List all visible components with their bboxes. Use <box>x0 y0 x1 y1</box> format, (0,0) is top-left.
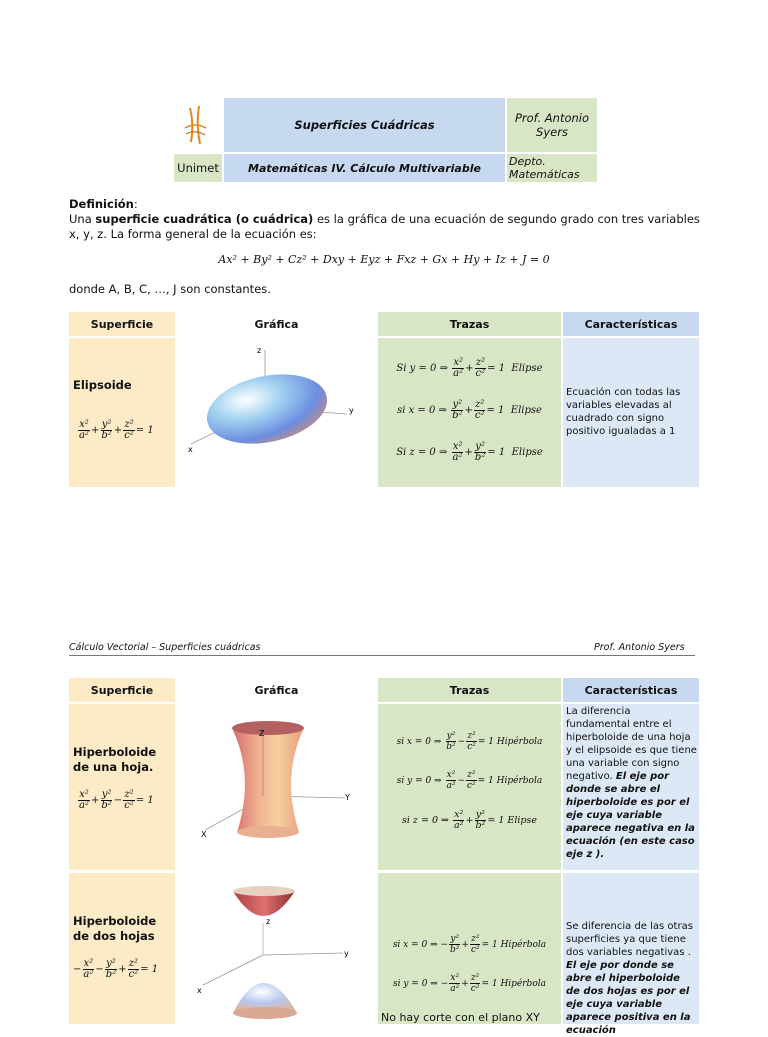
hyperboloid-one-surface-cell <box>69 704 175 870</box>
ellipsoid-name: Elipsoide <box>73 378 132 392</box>
ellipsoid-characteristics-cell <box>563 338 699 487</box>
ellipsoid-characteristics: Ecuación con todas las variables elevadas al cuadrado con signo positivo igualadas a 1 <box>566 387 681 437</box>
hyperboloid-one-trace-y: si y = 0 ⇒ $\frac{\text{x²}}{\text{a²}}$ − $\frac{\text{z²}}{\text{c²}}$ = 1 Hipérbola <box>396 770 543 791</box>
hyperboloid-two-trace-y: si y = 0 ⇒ − $\frac{\text{x²}}{\text{a²}}$ + $\frac{\text{z²}}{\text{c²}}$ = 1 Hipérbola <box>393 973 546 994</box>
hyperboloid-two-graph <box>177 873 376 1024</box>
footer-divider <box>69 655 695 656</box>
hyperboloid-one-traces-cell <box>378 704 561 870</box>
hyperboloid-two-trace-x: si x = 0 ⇒ − $\frac{\text{y²}}{\text{b²}}$ + $\frac{\text{z²}}{\text{c²}}$ = 1 Hipérbola <box>392 934 547 955</box>
ellipsoid-axis-z: z <box>257 346 262 355</box>
hyperboloid-two-traces-cell <box>378 873 561 1024</box>
hyperboloid-one-axis-x: X <box>201 830 207 839</box>
department-name: Depto. Matemáticas <box>507 154 597 182</box>
ellipsoid-axis-y: y <box>349 406 354 415</box>
hyperboloid-two-name: Hiperboloide de dos hojas <box>73 914 157 943</box>
header-traces-2: Trazas <box>378 678 561 702</box>
definition-text-1: Una <box>69 212 96 226</box>
header-graph: Gráfica <box>254 317 299 331</box>
general-equation: Ax² + By² + Cz² + Dxy + Eyz + Fxz + Gx + Hy + Iz + J = 0 <box>218 253 550 266</box>
definition-text-2: es la gráfica de una ecuación de segundo grado con tres variables x, y, z. La forma general de la ecuación es: <box>69 212 700 241</box>
document-title: Superficies Cuádricas <box>224 98 505 152</box>
footer-professor: Prof. Antonio Syers <box>594 642 685 653</box>
ellipsoid-graph <box>177 338 376 487</box>
hyperboloid-two-axis-z: z <box>266 917 271 926</box>
hyperboloid-one-name: Hiperboloide de una hoja. <box>73 745 157 774</box>
definition-term: superficie cuadrática (o cuádrica) <box>95 212 314 226</box>
header-characteristics-2: Características <box>563 678 699 702</box>
header-characteristics: Características <box>563 312 699 336</box>
ellipsoid-trace-z: Si z = 0 ⇒ $\frac{\text{x²}}{\text{a²}}$ + $\frac{\text{y²}}{\text{b²}}$ = 1 Elipse <box>396 441 543 463</box>
definition-label: Definición <box>69 197 134 211</box>
hyperboloid-one-equation: $\frac{\text{x²}}{\text{a²}}$ + $\frac{\text{y²}}{\text{b²}}$ − $\frac{\text{z²}}{\text{c²}}$ = 1 <box>79 789 154 811</box>
hyperboloid-one-characteristics-cell <box>563 704 699 870</box>
hyperboloid-one-axis-y: Y <box>345 793 350 802</box>
university-name: Unimet <box>174 154 222 182</box>
ellipsoid-surface-cell <box>69 338 175 487</box>
footer-course: Cálculo Vectorial – Superficies cuádricas <box>69 642 261 653</box>
hyperboloid-two-characteristics-cell <box>563 873 699 1036</box>
header-surface: Superficie <box>69 312 175 336</box>
hyperboloid-one-graph <box>177 704 376 870</box>
ellipsoid-traces-cell <box>378 338 561 487</box>
hyperboloid-one-axis-z: Z <box>259 729 265 738</box>
constants-note: donde A, B, C, …, J son constantes. <box>69 282 271 296</box>
ellipsoid-trace-x: si x = 0 ⇒ $\frac{\text{y²}}{\text{b²}}$ + $\frac{\text{z²}}{\text{c²}}$ = 1 Elipse <box>397 399 542 421</box>
definition-block: Definición: Una superficie cuadrática (o cuádrica) es la gráfica de una ecuación de segundo grado con tres variables x, y, z. La forma general de la ecuación es: <box>69 197 700 241</box>
unimet-logo <box>174 98 222 152</box>
ellipsoid-trace-y: Si y = 0 ⇒ $\frac{\text{x²}}{\text{a²}}$ + $\frac{\text{z²}}{\text{c²}}$ = 1 Elipse <box>396 357 543 379</box>
header-traces: Trazas <box>378 312 561 336</box>
ellipsoid-equation: $\frac{\text{x²}}{\text{a²}}$ + $\frac{\text{y²}}{\text{b²}}$ + $\frac{\text{z²}}{\text{c²}}$ = 1 <box>79 419 154 441</box>
hyperboloid-two-axis-y: y <box>344 949 349 958</box>
hyperboloid-two-surface-cell <box>69 873 175 1024</box>
hyperboloid-one-trace-z: si z = 0 ⇒ $\frac{\text{x²}}{\text{a²}}$ + $\frac{\text{y²}}{\text{b²}}$ = 1 Elipse <box>402 809 537 831</box>
header-surface-2: Superficie <box>69 678 175 702</box>
hyperboloid-two-equation: − $\frac{\text{x²}}{\text{a²}}$ − $\frac{\text{y²}}{\text{b²}}$ + $\frac{\text{z²}}{\text{c²}}$ = 1 <box>73 958 159 980</box>
ellipsoid-axis-x: x <box>188 445 193 454</box>
hyperboloid-one-characteristics: La diferencia fundamental entre el hiperboloide de una hoja y el elipsoide es que tiene una variable con signo negativo. El eje por donde se abre el hiperboloide es por el eje cuya variable aparece negativa en la ecuación (en este caso eje z ). <box>566 706 697 860</box>
hyperboloid-two-axis-x: x <box>197 986 202 995</box>
header-graph-2: Gráfica <box>254 683 299 697</box>
professor-name: Prof. Antonio Syers <box>507 98 597 152</box>
hyperboloid-two-no-cut: No hay corte con el plano XY <box>381 1011 540 1024</box>
hyperboloid-two-characteristics: Se diferencia de las otras superficies ya que tiene dos variables negativas . El eje por donde se abre el hiperboloide de dos hojas es por el eje cuya variable aparece positiva en la ecuación <box>566 921 693 1036</box>
course-name: Matemáticas IV. Cálculo Multivariable <box>224 154 505 182</box>
hyperboloid-one-trace-x: si x = 0 ⇒ $\frac{\text{y²}}{\text{b²}}$ − $\frac{\text{z²}}{\text{c²}}$ = 1 Hipérbola <box>396 731 543 752</box>
